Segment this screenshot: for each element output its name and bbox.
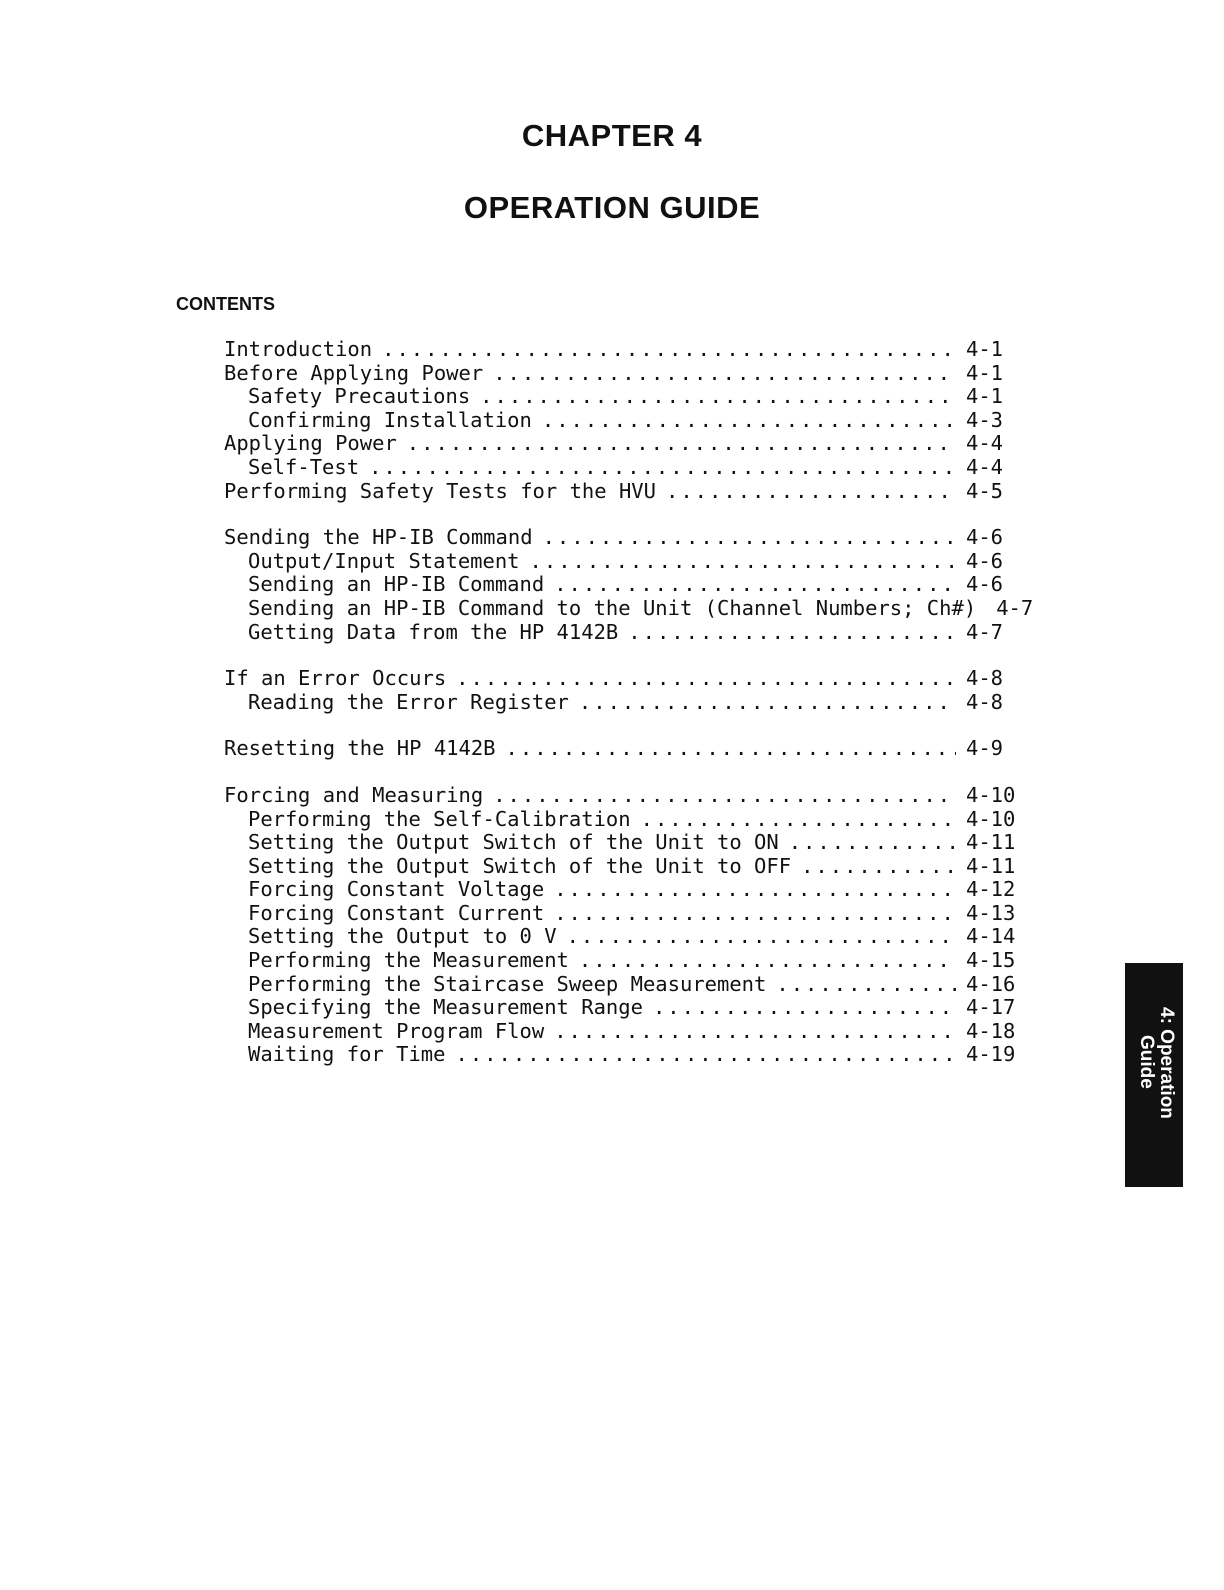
toc-entry[interactable] bbox=[224, 621, 1024, 645]
toc-entry-page: 4-6 bbox=[966, 572, 1004, 597]
toc-leader-dots bbox=[579, 949, 956, 973]
toc-entry[interactable] bbox=[224, 1020, 1024, 1044]
toc-entry[interactable] bbox=[224, 362, 1024, 386]
toc-entry-label: Performing the Measurement bbox=[248, 948, 569, 973]
toc-entry-page: 4-6 bbox=[966, 525, 1004, 550]
toc-entry[interactable] bbox=[224, 691, 1024, 715]
toc-entry-page: 4-12 bbox=[966, 877, 1016, 902]
toc-entry-label: Sending the HP-IB Command bbox=[224, 525, 533, 550]
toc-entry-label: Setting the Output to 0 V bbox=[248, 924, 557, 949]
toc-entry-page: 4-14 bbox=[966, 924, 1016, 949]
side-tab-line-2: Guide bbox=[1136, 1035, 1157, 1089]
toc-leader-dots bbox=[628, 621, 956, 645]
toc-entry[interactable] bbox=[224, 996, 1024, 1020]
toc-entry-page: 4-19 bbox=[966, 1042, 1016, 1067]
toc-leader-dots bbox=[480, 385, 956, 409]
toc-entry-label: If an Error Occurs bbox=[224, 666, 447, 691]
chapter-title: OPERATION GUIDE bbox=[463, 190, 761, 225]
toc-leader-dots bbox=[801, 855, 956, 879]
toc-entry-page: 4-6 bbox=[966, 548, 1004, 573]
side-tab-line-1: 4: Operation bbox=[1156, 1007, 1177, 1119]
toc-entry[interactable] bbox=[224, 595, 1034, 621]
toc-entry-label: Specifying the Measurement Range bbox=[248, 995, 643, 1020]
toc-leader-dots bbox=[641, 808, 956, 832]
toc-entry[interactable] bbox=[224, 550, 1024, 574]
toc-group bbox=[224, 784, 1024, 1067]
toc-entry-label: Confirming Installation bbox=[248, 407, 532, 432]
toc-entry[interactable] bbox=[224, 667, 1024, 691]
toc-entry[interactable] bbox=[224, 878, 1024, 902]
toc-entry-page: 4-10 bbox=[966, 806, 1016, 831]
toc-leader-dots bbox=[493, 784, 956, 808]
toc-entry-label: Measurement Program Flow bbox=[248, 1018, 545, 1043]
toc-leader-dots bbox=[579, 691, 956, 715]
toc-leader-dots bbox=[530, 550, 956, 574]
toc-entry-page: 4-8 bbox=[966, 689, 1004, 714]
toc-entry-label: Waiting for Time bbox=[248, 1042, 446, 1067]
toc-group bbox=[224, 667, 1024, 714]
toc-leader-dots bbox=[776, 973, 956, 997]
toc-leader-dots bbox=[554, 878, 956, 902]
toc-entry[interactable] bbox=[224, 831, 1024, 855]
toc-entry-page: 4-17 bbox=[966, 995, 1016, 1020]
toc-leader-dots bbox=[506, 737, 956, 761]
toc-entry[interactable] bbox=[224, 925, 1024, 949]
toc-entry-page: 4-18 bbox=[966, 1018, 1016, 1043]
toc-entry-label: Reading the Error Register bbox=[248, 689, 569, 714]
toc-entry[interactable] bbox=[224, 526, 1024, 550]
toc-entry-label: Resetting the HP 4142B bbox=[224, 736, 496, 761]
toc-entry-page: 4-11 bbox=[966, 830, 1016, 855]
toc-leader-dots bbox=[369, 456, 956, 480]
toc-entry-label: Setting the Output Switch of the Unit to ON bbox=[248, 830, 779, 855]
toc-entry-page: 4-11 bbox=[966, 853, 1016, 878]
toc-entry[interactable] bbox=[224, 784, 1024, 808]
toc-entry-page: 4-13 bbox=[966, 900, 1016, 925]
toc-group bbox=[224, 737, 1024, 761]
toc-leader-dots bbox=[567, 925, 956, 949]
toc-entry-label: Self-Test bbox=[248, 454, 360, 479]
toc-leader-dots bbox=[382, 338, 956, 362]
side-tab-label bbox=[1136, 1007, 1176, 1119]
toc-entry-label: Before Applying Power bbox=[224, 360, 484, 385]
toc-entry[interactable] bbox=[224, 573, 1024, 597]
toc-entry-label: Sending an HP-IB Command to the Unit (Channel Numbers; Ch#) bbox=[248, 595, 977, 620]
toc-entry-label: Applying Power bbox=[224, 431, 397, 456]
toc-entry-page: 4-15 bbox=[966, 948, 1016, 973]
toc-leader-dots bbox=[493, 362, 956, 386]
toc-entry[interactable] bbox=[224, 432, 1024, 456]
toc-entry-label: Output/Input Statement bbox=[248, 548, 520, 573]
toc-leader-dots bbox=[543, 526, 956, 550]
toc-entry[interactable] bbox=[224, 338, 1024, 362]
toc-entry-label: Forcing Constant Current bbox=[248, 900, 545, 925]
toc-entry-label: Forcing Constant Voltage bbox=[248, 877, 545, 902]
toc-entry-page: 4-4 bbox=[966, 454, 1004, 479]
table-of-contents bbox=[224, 337, 1034, 1090]
toc-entry-label: Performing Safety Tests for the HVU bbox=[224, 478, 656, 503]
toc-leader-dots bbox=[455, 1043, 956, 1067]
toc-entry-page: 4-3 bbox=[966, 407, 1004, 432]
toc-entry-label: Performing the Self-Calibration bbox=[248, 806, 631, 831]
toc-entry-label: Introduction bbox=[224, 337, 373, 361]
toc-entry-page: 4-4 bbox=[966, 431, 1004, 456]
toc-entry-page: 4-7 bbox=[966, 619, 1004, 644]
toc-entry[interactable] bbox=[224, 409, 1024, 433]
toc-leader-dots bbox=[653, 996, 956, 1020]
toc-entry[interactable] bbox=[224, 973, 1024, 997]
toc-entry-label: Sending an HP-IB Command bbox=[248, 572, 545, 597]
toc-entry-page: 4-5 bbox=[966, 478, 1004, 503]
toc-leader-dots bbox=[789, 831, 956, 855]
toc-entry-page: 4-1 bbox=[966, 337, 1004, 361]
toc-entry[interactable] bbox=[224, 949, 1024, 973]
toc-group bbox=[224, 525, 1034, 644]
toc-entry[interactable] bbox=[224, 855, 1024, 879]
toc-entry-label: Safety Precautions bbox=[248, 384, 471, 409]
toc-entry-page: 4-16 bbox=[966, 971, 1016, 996]
toc-entry-label: Setting the Output Switch of the Unit to OFF bbox=[248, 853, 792, 878]
chapter-side-tab bbox=[1125, 963, 1183, 1187]
toc-entry-page: 4-9 bbox=[966, 736, 1004, 761]
toc-entry[interactable] bbox=[224, 902, 1024, 926]
toc-entry-page: 4-7 bbox=[996, 595, 1034, 620]
toc-leader-dots bbox=[407, 432, 956, 456]
toc-entry-label: Forcing and Measuring bbox=[224, 782, 484, 807]
toc-entry-label: Performing the Staircase Sweep Measurement bbox=[248, 971, 767, 996]
toc-entry-label: Getting Data from the HP 4142B bbox=[248, 619, 619, 644]
toc-entry-page: 4-10 bbox=[966, 782, 1016, 807]
toc-leader-dots bbox=[542, 409, 956, 433]
toc-leader-dots bbox=[554, 573, 956, 597]
toc-entry-page: 4-8 bbox=[966, 666, 1004, 691]
toc-leader-dots bbox=[666, 480, 956, 504]
toc-entry[interactable] bbox=[224, 456, 1024, 480]
toc-entry[interactable] bbox=[224, 808, 1024, 832]
toc-entry[interactable] bbox=[224, 737, 1024, 761]
toc-group bbox=[224, 338, 1024, 503]
toc-entry-page: 4-1 bbox=[966, 384, 1004, 409]
toc-leader-dots bbox=[554, 902, 956, 926]
toc-entry[interactable] bbox=[224, 385, 1024, 409]
toc-entry-page: 4-1 bbox=[966, 360, 1004, 385]
contents-heading: CONTENTS bbox=[176, 294, 275, 314]
chapter-number: CHAPTER 4 bbox=[521, 118, 703, 153]
toc-leader-dots bbox=[456, 667, 956, 691]
toc-leader-dots bbox=[554, 1020, 956, 1044]
toc-entry[interactable] bbox=[224, 480, 1024, 504]
toc-entry[interactable] bbox=[224, 1043, 1024, 1067]
